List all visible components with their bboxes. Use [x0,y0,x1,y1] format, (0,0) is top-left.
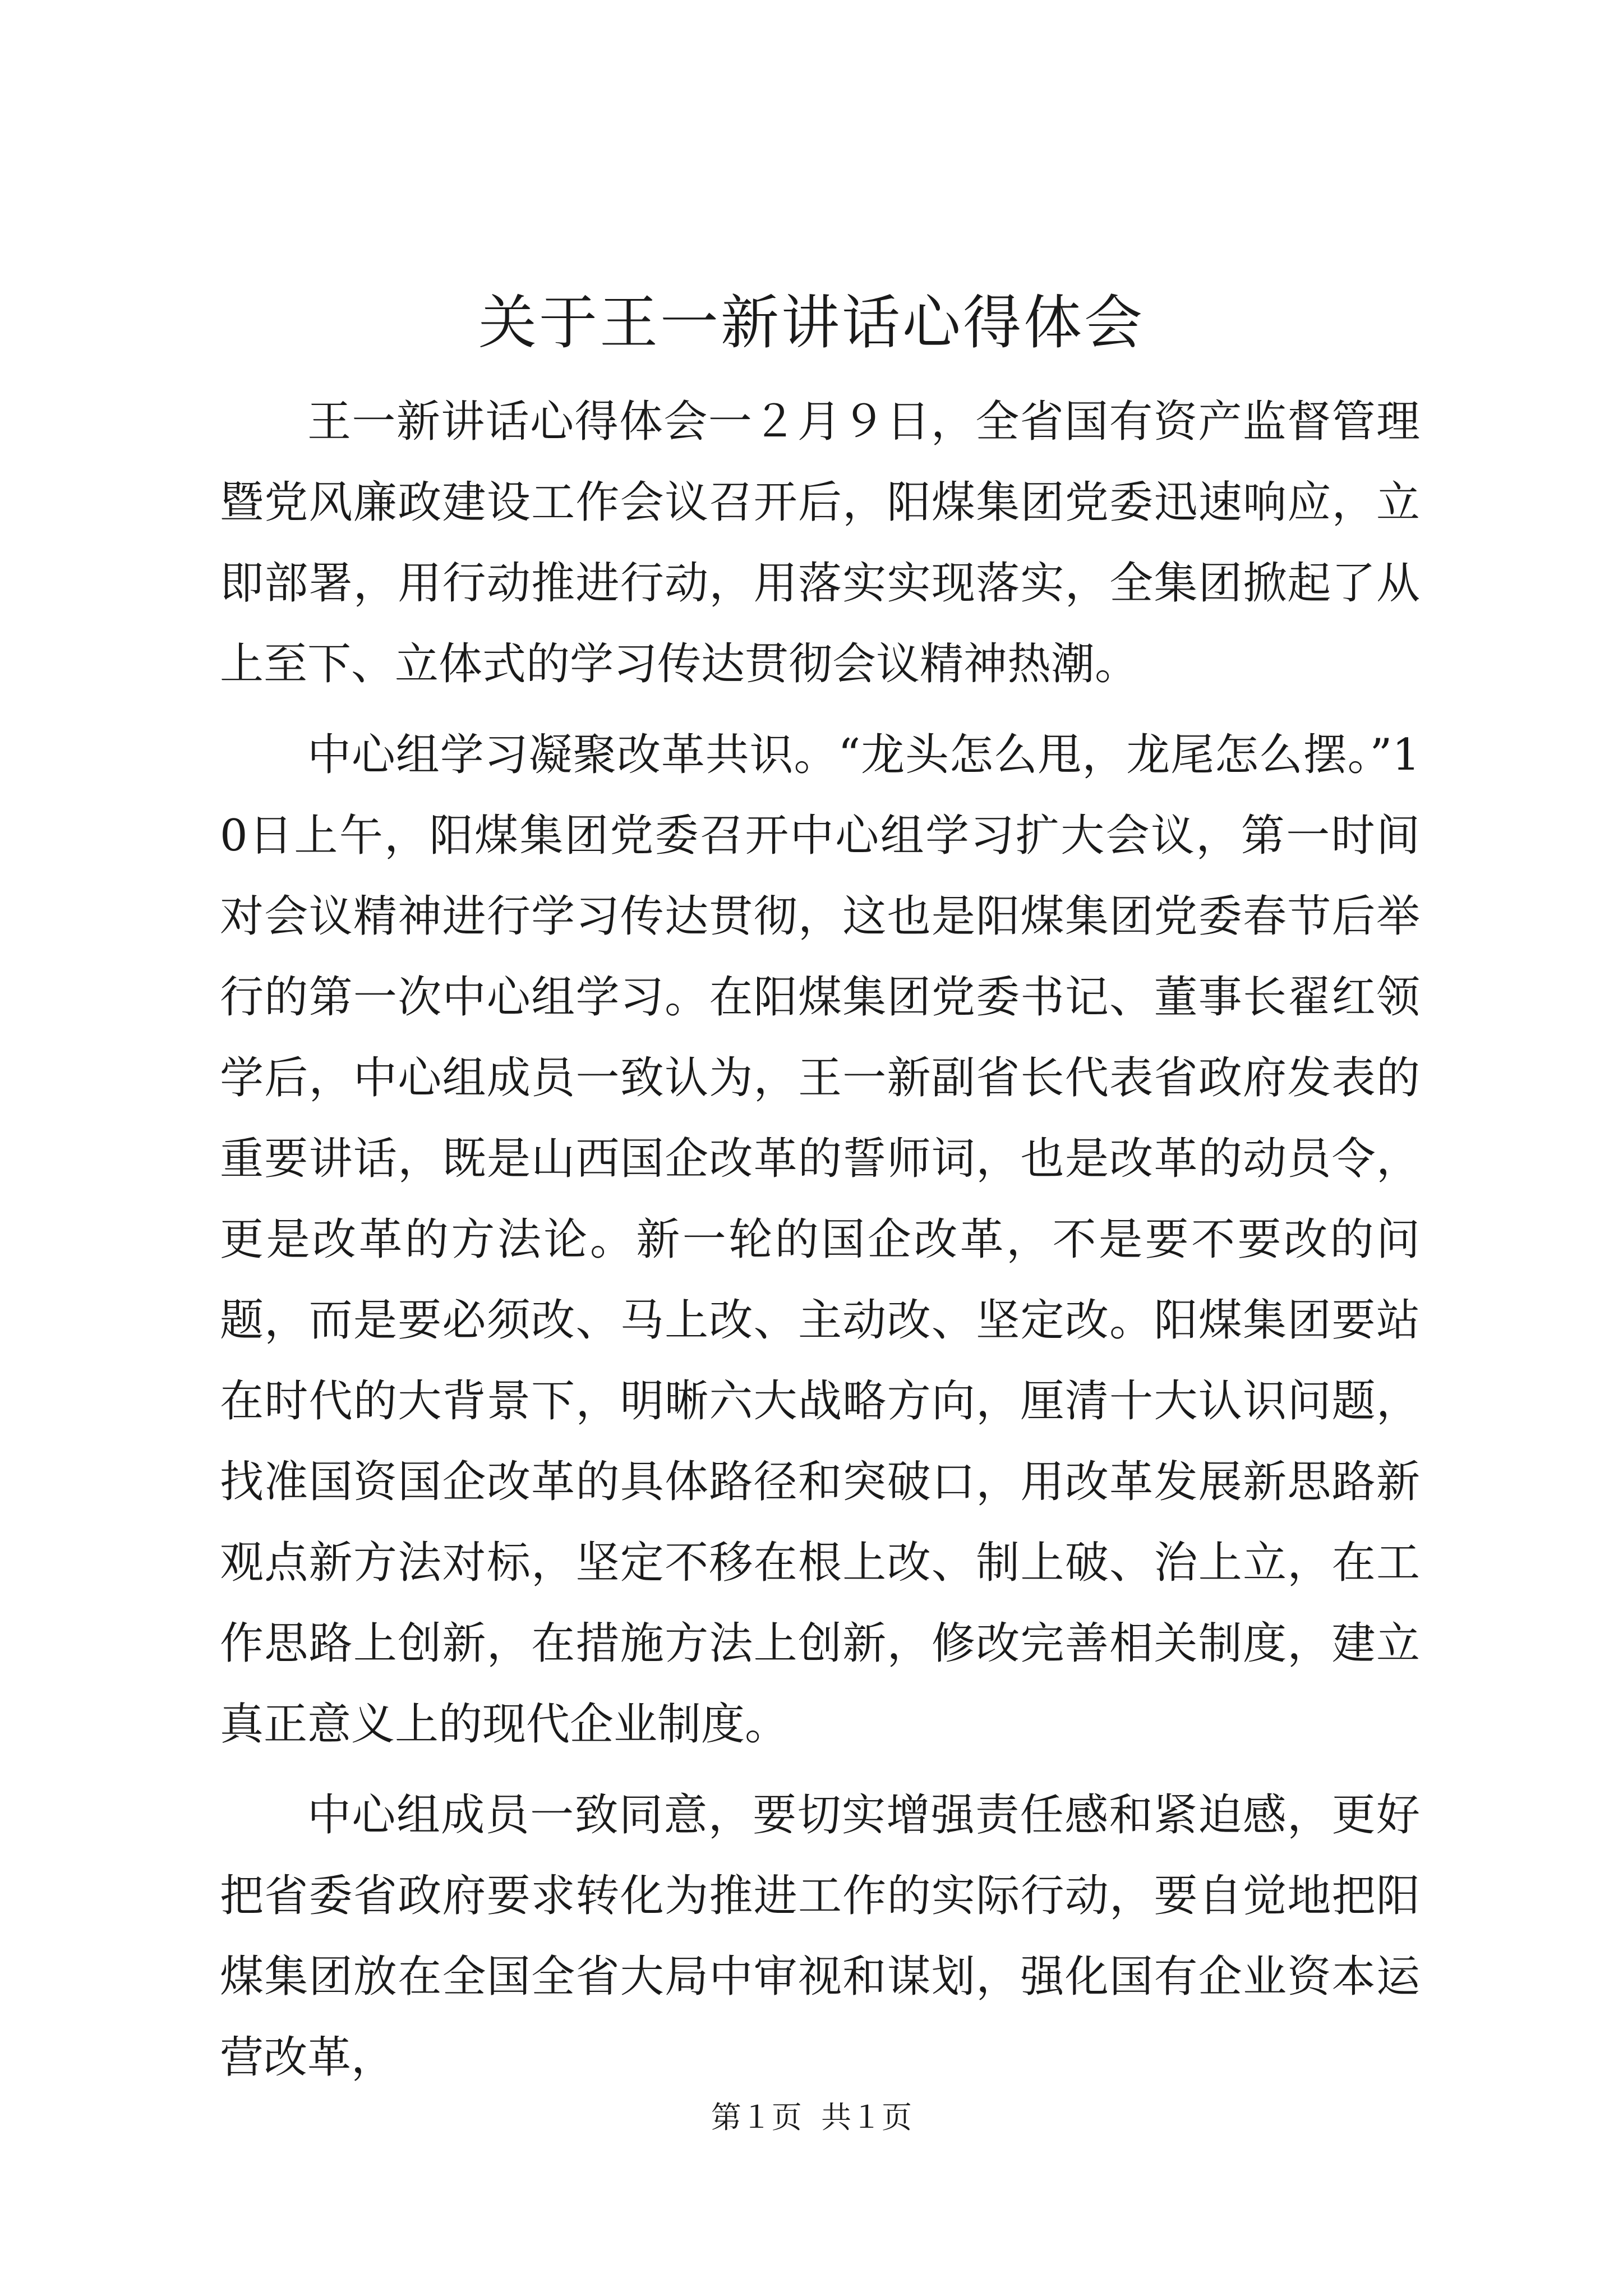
document-body [220,381,1420,2098]
paragraph-gap [220,705,1420,715]
paragraph-3: 中心组成员一致同意，要切实增强责任感和紧迫感，更好把省委省政府要求转化为推进工作的实际行动，要自觉地把阳煤集团放在全国全省大局中审视和谋划，强化国有企业资本运营改革， [220,1790,1420,2083]
paragraph-gap [220,1765,1420,1775]
footer-spacer [802,2100,821,2135]
paragraph-2: 中心组学习凝聚改革共识。“龙头怎么甩，龙尾怎么摆。”10日上午，阳煤集团党委召开中心组学习扩大会议，第一时间对会议精神进行学习传达贯彻，这也是阳煤集团党委春节后举行的第一次中心组学习。在阳煤集团党委书记、董事长翟红领学后，中心组成员一致认为，王一新副省长代表省政府发表的重要讲话，既是山西国企改革的誓师词，也是改革的动员令，更是改革的方法论。新一轮的国企改革，不是要不要改的问题，而是要必须改、马上改、主动改、坚定改。阳煤集团要站在时代的大背景下，明晰六大战略方向，厘清十大认识问题，找准国资国企改革的具体路径和突破口，用改革发展新思路新观点新方法对标，坚定不移在根上改、制上破、治上立，在工作思路上创新，在措施方法上创新，修改完善相关制度，建立真正意义上的现代企业制度。 [220,730,1420,1750]
page-footer [0,2095,1623,2140]
document-title: 关于王一新讲话心得体会 [478,288,1145,357]
page-total: 共１页 [821,2100,912,2135]
paragraph-1: 王一新讲话心得体会一２月９日，全省国有资产监督管理暨党风廉政建设工作会议召开后，阳煤集团党委迅速响应，立即部署，用行动推进行动，用落实实现落实，全集团掀起了从上至下、立体式的学习传达贯彻会议精神热潮。 [220,397,1420,689]
page-number: 第１页 [711,2100,802,2135]
